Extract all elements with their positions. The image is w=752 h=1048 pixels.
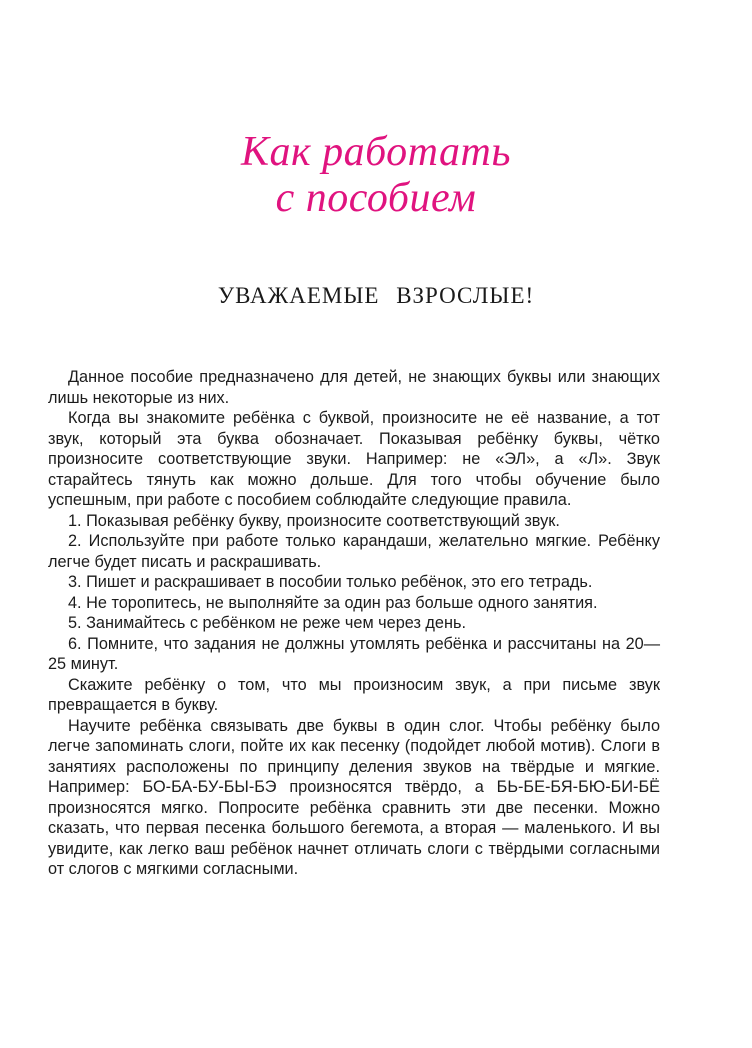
paragraph-sound-to-letter: Скажите ребёнку о том, что мы произносим звук, а при письме звук превращается в букву. xyxy=(48,675,660,714)
page-title-line-2: с пособием xyxy=(275,175,477,221)
rule-6: 6. Помните, что задания не должны утомлять ребёнка и рассчитаны на 20—25 минут. xyxy=(48,634,660,673)
page-title-line-1: Как работать xyxy=(241,129,511,175)
paragraph-sounds: Когда вы знакомите ребёнка с буквой, произносите не её название, а тот звук, который эта буква обозначает. Показывая ребёнку буквы, чётко произносите соответствующие звуки. Например: не «ЭЛ», а «Л». Звук старайтесь тянуть как можно дольше. Для того чтобы обучение было успешным, при работе с пособием соблюдайте следующие правила. xyxy=(48,409,660,509)
rule-4: 4. Не торопитесь, не выполняйте за один раз больше одного занятия. xyxy=(68,593,598,612)
body-text xyxy=(48,367,660,880)
paragraph-intro: Данное пособие предназначено для детей, не знающих буквы или знающих лишь некоторые из них. xyxy=(48,368,660,407)
rule-3: 3. Пишет и раскрашивает в пособии только ребёнок, это его тетрадь. xyxy=(68,573,593,591)
section-heading: УВАЖАЕМЫЕ ВЗРОСЛЫЕ! xyxy=(217,283,535,308)
rule-2: 2. Используйте при работе только карандаши, желательно мягкие. Ребёнку легче будет писать и раскрашивать. xyxy=(48,532,660,571)
rule-5: 5. Занимайтесь с ребёнком не реже чем через день. xyxy=(68,614,466,632)
paragraph-syllables: Научите ребёнка связывать две буквы в один слог. Чтобы ребёнку было легче запоминать слоги, пойте их как песенку (подойдет любой мотив). Слоги в занятиях расположены по принципу деления звуков на твёрдые и мягкие. Например: БО-БА-БУ-БЫ-БЭ произносятся твёрдо, а БЬ-БЕ-БЯ-БЮ-БИ-БЁ произносятся мягко. Попросите ребёнка сравнить эти две песенки. Можно сказать, что первая песенка большого бегемота, а вторая — маленького. И вы увидите, как легко ваш ребёнок начнет отличать слоги с твёрдыми согласными от слогов с мягкими согласными. xyxy=(48,716,660,878)
rule-1: 1. Показывая ребёнку букву, произносите соответствующий звук. xyxy=(68,511,560,530)
